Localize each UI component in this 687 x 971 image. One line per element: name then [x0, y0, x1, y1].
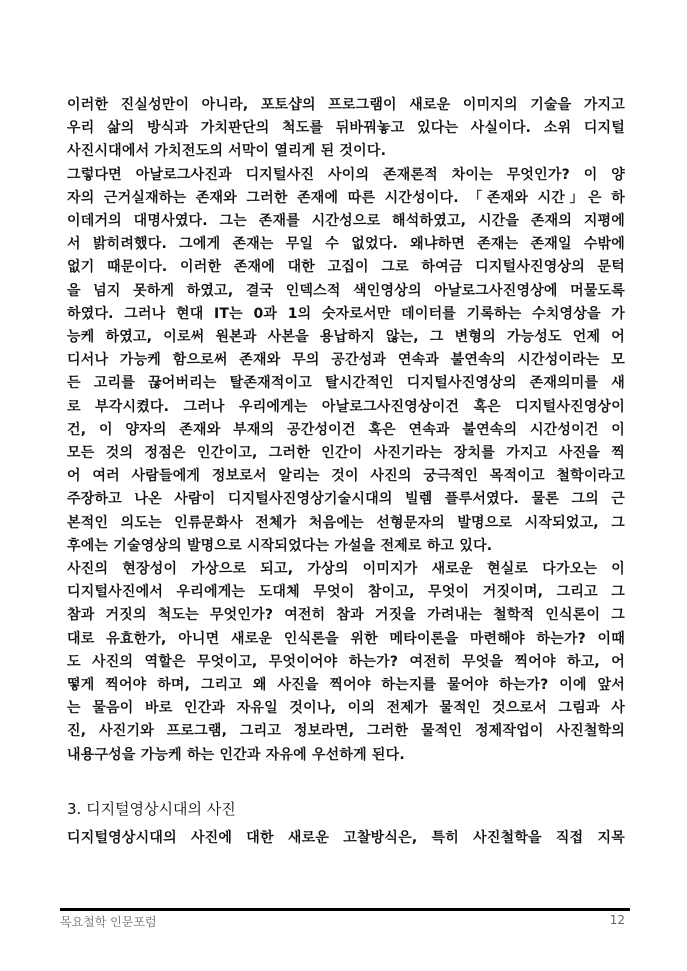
text-line: 떻게 찍어야 하며, 그리고 왜 사진을 찍어야 하는지를 물어야 하는가? 이에 앞서 [67, 677, 625, 694]
text-line: 능케 하였고, 이로써 원본과 사본을 용납하지 않는, 그 변형의 가능성도 언제 어 [67, 329, 625, 346]
section-text [67, 827, 625, 850]
text-line: 우리 삶의 방식과 가치판단의 척도를 뒤바꿔놓고 있다는 사실이다. 소위 디지털 [67, 120, 625, 137]
text-line: 본적인 의도는 인류문화사 전체가 처음에는 선형문자의 발명으로 시작되었고, 그 [67, 514, 625, 531]
text-line: 을 넘지 못하게 하였고, 결국 인덱스적 색인영상의 아날로그사진영상에 머물도록 [67, 282, 625, 299]
text-line: 디지털영상시대의 사진에 대한 새로운 고찰방식은, 특히 사진철학을 직접 지목 [67, 830, 625, 846]
text-line: 건, 이 양자의 존재와 부재의 공간성이건 혹은 연속과 불연속의 시간성이건 이 [67, 421, 625, 438]
text-line: 서 밝히려했다. 그에게 존재는 무일 수 없었다. 왜냐하면 존재는 존재일 수밖에 [67, 236, 625, 253]
text-line: 자의 근거실재하는 존재와 그러한 존재에 따른 시간성이다. 「존재와 시간」은 하 [67, 189, 625, 206]
text-line: 사진의 현장성이 가상으로 되고, 가상의 이미지가 새로운 현실로 다가오는 이 [67, 561, 625, 578]
text-line: 진, 사진기와 프로그램, 그리고 정보라면, 그러한 물적인 정제작업이 사진철학의 [67, 723, 625, 740]
text-line: 하였다. 그러나 현대 IT는 0과 1의 숫자로서만 데이터를 기록하는 수치영상을 가 [67, 305, 625, 322]
text-line: 디서나 가능케 함으로써 존재와 무의 공간성과 연속과 불연속의 시간성이라는 모 [67, 352, 625, 369]
text-line: 도 사진의 역할은 무엇이고, 무엇이어야 하는가? 여전히 무엇을 찍어야 하고, 어 [67, 653, 625, 670]
text-line: 내용구성을 가능케 하는 인간과 자유에 우선하게 된다. [67, 746, 405, 763]
text-line: 이데거의 대명사였다. 그는 존재를 시간성으로 해석하였고, 시간을 존재의 지평에 [67, 213, 625, 230]
text-line: 사진시대에서 가치전도의 서막이 열리게 된 것이다. [67, 143, 387, 160]
body-text [67, 94, 625, 767]
text-line: 이러한 진실성만이 아니라, 포토샵의 프로그램이 새로운 이미지의 기술을 가지고 [67, 97, 625, 113]
text-line: 참과 거짓의 척도는 무엇인가? 여전히 참과 거짓을 가려내는 철학적 인식론이 그 [67, 607, 625, 624]
text-line: 없기 때문이다. 이러한 존재에 대한 고집이 그로 하여금 디지털사진영상의 문턱 [67, 259, 625, 276]
text-line: 로 부각시켰다. 그러나 우리에게는 아날로그사진영상이건 혹은 디지털사진영상이 [67, 398, 625, 415]
footer-journal-title: 목요철학 인문포럼 [60, 915, 157, 929]
text-line: 주장하고 나온 사람이 디지털사진영상기술시대의 빌렘 플루서였다. 물론 그의 근 [67, 491, 625, 508]
text-line: 는 물음이 바로 인간과 자유일 것이나, 이의 전제가 물적인 것으로서 그림과 사 [67, 700, 625, 717]
text-line: 모든 것의 정점은 인간이고, 그러한 인간이 사진기라는 장치를 가지고 사진을 찍 [67, 445, 625, 462]
footer-divider [60, 908, 630, 911]
text-line: 대로 유효한가, 아니면 새로운 인식론을 위한 메타이론을 마련해야 하는가? 이때 [67, 630, 625, 647]
text-line: 든 고리를 끊어버리는 탈존재적이고 탈시간적인 디지털사진영상의 존재의미를 새 [67, 375, 625, 392]
text-line: 어 여러 사람들에게 정보로서 알리는 것이 사진의 궁극적인 목적이고 철학이라고 [67, 468, 625, 485]
text-line: 디지털사진에서 우리에게는 도대체 무엇이 참이고, 무엇이 거짓이며, 그리고 그 [67, 584, 625, 601]
text-line: 후에는 기술영상의 발명으로 시작되었다는 가설을 전제로 하고 있다. [67, 537, 493, 554]
section-heading: 3. 디지털영상시대의 사진 [67, 800, 236, 818]
page-number: 12 [609, 913, 625, 927]
text-line: 그렇다면 아날로그사진과 디지털사진 사이의 존재론적 차이는 무엇인가? 이 양 [67, 166, 625, 183]
